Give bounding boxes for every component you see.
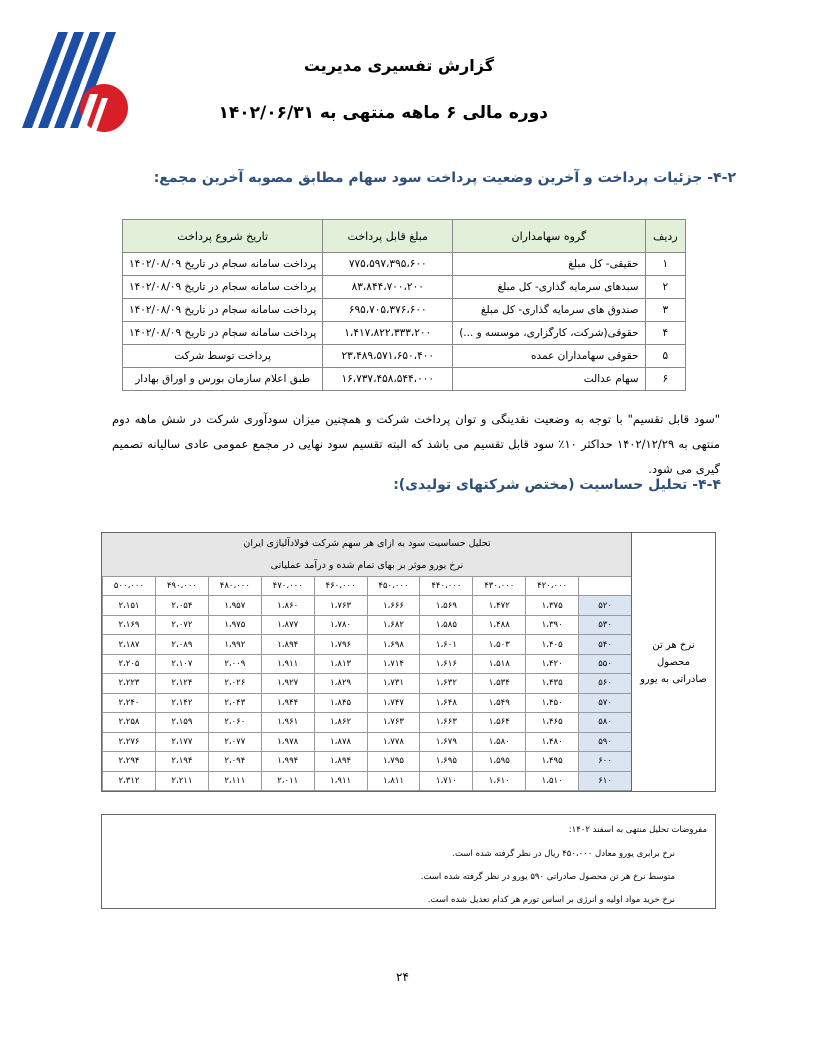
- grid-cell: ۲،۰۲۶: [208, 674, 261, 693]
- grid-cell: ۱،۷۳۱: [367, 674, 420, 693]
- section-heading-sensitivity: ۴-۴- تحلیل حساسیت (مختص شرکتهای تولیدی):: [393, 477, 721, 493]
- grid-cell: ۲،۱۶۹: [103, 615, 156, 634]
- sensitivity-table: [101, 532, 716, 792]
- grid-cell: ۲،۱۰۷: [155, 654, 208, 673]
- grid-cell: ۲،۳۱۲: [103, 771, 156, 790]
- sensitivity-grid: [102, 576, 632, 791]
- cell: ۳: [645, 299, 685, 322]
- grid-cell: ۲،۲۰۵: [103, 654, 156, 673]
- cell: حقوقی سهامداران عمده: [453, 345, 645, 368]
- grid-cell: ۱،۴۹۵: [526, 752, 579, 771]
- grid-row: [103, 752, 632, 771]
- assumptions-box: [101, 814, 716, 909]
- grid-cell: ۱،۴۸۰: [526, 732, 579, 751]
- grid-cell: ۱،۴۰۵: [526, 635, 579, 654]
- grid-cell: ۲،۱۲۴: [155, 674, 208, 693]
- grid-cell: ۱،۶۶۶: [367, 596, 420, 615]
- grid-cell: ۱،۹۷۵: [208, 615, 261, 634]
- grid-cell: ۱،۵۹۵: [473, 752, 526, 771]
- grid-row-header: ۵۹۰: [579, 732, 632, 751]
- grid-row: [103, 713, 632, 732]
- company-logo: [18, 28, 130, 136]
- grid-cell: ۱،۷۴۷: [367, 693, 420, 712]
- table-header-row: [123, 220, 686, 253]
- grid-cell: ۱،۹۷۸: [261, 732, 314, 751]
- grid-col-header: ۵۰۰،۰۰۰: [103, 577, 156, 596]
- grid-row-header: ۵۵۰: [579, 654, 632, 673]
- grid-cell: ۱،۹۹۴: [261, 752, 314, 771]
- row-axis-label: [631, 533, 715, 791]
- grid-cell: ۲،۰۹۴: [208, 752, 261, 771]
- grid-row-header: ۵۲۰: [579, 596, 632, 615]
- grid-cell: ۱،۹۵۷: [208, 596, 261, 615]
- grid-row: [103, 732, 632, 751]
- grid-cell: ۱،۷۶۳: [314, 596, 367, 615]
- grid-row: [103, 635, 632, 654]
- grid-cell: ۲،۱۵۱: [103, 596, 156, 615]
- grid-cell: ۱،۶۱۰: [473, 771, 526, 790]
- grid-col-header: ۴۸۰،۰۰۰: [208, 577, 261, 596]
- grid-row-header: ۶۰۰: [579, 752, 632, 771]
- report-title: گزارش تفسیری مدیریت: [303, 56, 494, 75]
- grid-cell: ۱،۵۳۴: [473, 674, 526, 693]
- grid-col-header: ۴۹۰،۰۰۰: [155, 577, 208, 596]
- grid-cell: ۱،۴۶۵: [526, 713, 579, 732]
- section-heading-dividend: ۴-۲- جزئیات پرداخت و آخرین وضعیت پرداخت سود سهام مطابق مصوبه آخرین مجمع:: [153, 170, 736, 186]
- grid-cell: ۱،۸۶۲: [314, 713, 367, 732]
- cell: صندوق های سرمایه گذاری- کل مبلغ: [453, 299, 645, 322]
- grid-cell: ۱،۹۶۱: [261, 713, 314, 732]
- cell: پرداخت سامانه سجام در تاریخ ۱۴۰۲/۰۸/۰۹: [123, 322, 323, 345]
- grid-cell: ۲،۰۴۳: [208, 693, 261, 712]
- grid-cell: ۲،۲۷۶: [103, 732, 156, 751]
- grid-header-row: [103, 577, 632, 596]
- grid-cell: ۱،۷۸۰: [314, 615, 367, 634]
- page-number: ۲۴: [396, 970, 409, 984]
- grid-row: [103, 693, 632, 712]
- grid-cell: ۱،۶۹۸: [367, 635, 420, 654]
- grid-cell: ۱،۶۳۲: [420, 674, 473, 693]
- grid-cell: ۱،۴۲۰: [526, 654, 579, 673]
- col-axis-label: نرخ یورو موثر بر بهای تمام شده و درآمد عملیاتی: [102, 556, 632, 577]
- grid-row-header: ۵۶۰: [579, 674, 632, 693]
- col-header: ردیف: [645, 220, 685, 253]
- grid-cell: ۲،۰۶۰: [208, 713, 261, 732]
- grid-cell: ۱،۶۸۲: [367, 615, 420, 634]
- assumptions-title: مفروضات تحلیل منتهی به اسفند ۱۴۰۲:: [568, 825, 707, 835]
- grid-cell: ۲،۱۵۹: [155, 713, 208, 732]
- grid-cell: ۱،۵۰۳: [473, 635, 526, 654]
- grid-row-header: ۵۴۰: [579, 635, 632, 654]
- grid-cell: ۲،۰۷۲: [155, 615, 208, 634]
- grid-cell: ۱،۹۴۴: [261, 693, 314, 712]
- grid-row-header: ۵۸۰: [579, 713, 632, 732]
- grid-col-header: ۴۳۰،۰۰۰: [473, 577, 526, 596]
- cell: پرداخت سامانه سجام در تاریخ ۱۴۰۲/۰۸/۰۹: [123, 276, 323, 299]
- grid-cell: ۱،۷۹۶: [314, 635, 367, 654]
- grid-col-header: ۴۶۰،۰۰۰: [314, 577, 367, 596]
- grid-cell: ۱،۸۶۰: [261, 596, 314, 615]
- table-row: [123, 345, 686, 368]
- grid-cell: ۲،۲۲۳: [103, 674, 156, 693]
- table-row: [123, 299, 686, 322]
- grid-cell: ۱،۶۹۵: [420, 752, 473, 771]
- grid-cell: ۲،۱۸۷: [103, 635, 156, 654]
- grid-cell: ۱،۷۶۳: [367, 713, 420, 732]
- table-row: [123, 253, 686, 276]
- grid-col-header: ۴۴۰،۰۰۰: [420, 577, 473, 596]
- cell: سهام عدالت: [453, 368, 645, 391]
- grid-cell: ۱،۸۹۴: [261, 635, 314, 654]
- grid-cell: ۱،۶۷۹: [420, 732, 473, 751]
- cell: ۶: [645, 368, 685, 391]
- grid-cell: ۱،۳۹۰: [526, 615, 579, 634]
- grid-row-header: ۵۷۰: [579, 693, 632, 712]
- cell: ۴: [645, 322, 685, 345]
- grid-cell: ۲،۲۴۰: [103, 693, 156, 712]
- cell: ۶۹۵،۷۰۵،۳۷۶،۶۰۰: [323, 299, 453, 322]
- row-axis-label-text: نرخ هر تن محصول صادراتی به یورو: [640, 639, 707, 685]
- cell: ۱۶،۷۳۷،۴۵۸،۵۴۴،۰۰۰: [323, 368, 453, 391]
- cell: ۱،۴۱۷،۸۲۲،۳۳۳،۲۰۰: [323, 322, 453, 345]
- cell: پرداخت سامانه سجام در تاریخ ۱۴۰۲/۰۸/۰۹: [123, 299, 323, 322]
- grid-cell: ۲،۱۷۷: [155, 732, 208, 751]
- grid-cell: ۱،۶۱۶: [420, 654, 473, 673]
- grid-cell: ۲،۲۱۱: [155, 771, 208, 790]
- grid-cell: ۱،۴۸۸: [473, 615, 526, 634]
- cell: حقوقی(شرکت، کارگزاری، موسسه و ...): [453, 322, 645, 345]
- assumption-item: متوسط نرخ هر تن محصول صادراتی ۵۹۰ یورو در نظر گرفته شده است.: [420, 872, 675, 882]
- grid-cell: ۱،۸۱۳: [314, 654, 367, 673]
- grid-cell: ۲،۱۱۱: [208, 771, 261, 790]
- grid-col-header: ۴۷۰،۰۰۰: [261, 577, 314, 596]
- col-header: مبلغ قابل پرداخت: [323, 220, 453, 253]
- grid-corner: [579, 577, 632, 596]
- grid-cell: ۱،۸۷۷: [261, 615, 314, 634]
- grid-row: [103, 674, 632, 693]
- col-header: گروه سهامداران: [453, 220, 645, 253]
- cell: ۷۷۵،۵۹۷،۳۹۵،۶۰۰: [323, 253, 453, 276]
- cell: ۲: [645, 276, 685, 299]
- grid-cell: ۱،۶۶۳: [420, 713, 473, 732]
- grid-cell: ۱،۵۶۴: [473, 713, 526, 732]
- grid-cell: ۱،۷۱۰: [420, 771, 473, 790]
- assumption-item: نرخ برابری یورو معادل ۴۵۰،۰۰۰ ریال در نظر گرفته شده است.: [452, 849, 675, 859]
- grid-row: [103, 771, 632, 790]
- grid-row: [103, 596, 632, 615]
- grid-cell: ۱،۶۰۱: [420, 635, 473, 654]
- grid-cell: ۱،۶۴۸: [420, 693, 473, 712]
- grid-cell: ۱،۵۱۰: [526, 771, 579, 790]
- grid-cell: ۲،۲۵۸: [103, 713, 156, 732]
- cell: ۸۳،۸۴۴،۷۰۰،۲۰۰: [323, 276, 453, 299]
- cell: پرداخت توسط شرکت: [123, 345, 323, 368]
- grid-col-header: ۴۵۰،۰۰۰: [367, 577, 420, 596]
- dividend-payment-table: [122, 219, 686, 391]
- cell: ۲۳،۴۸۹،۵۷۱،۶۵۰،۴۰۰: [323, 345, 453, 368]
- grid-cell: ۱،۵۸۰: [473, 732, 526, 751]
- grid-row-header: ۵۳۰: [579, 615, 632, 634]
- dividend-note: "سود قابل تقسیم" با توجه به وضعیت نقدینگی و توان پرداخت شرکت و همچنین میزان سودآوری شرکت در شش ماهه دوم منتهی به ۱۴۰۲/۱۲/۲۹ حداکثر ۱۰٪ سود قابل تقسیم می باشد که البته تقسیم سود نهایی در مجمع عمومی عادی سالیانه تصمیم گیری می شود.: [112, 412, 720, 476]
- cell: ۱: [645, 253, 685, 276]
- grid-cell: ۱،۸۲۹: [314, 674, 367, 693]
- grid-cell: ۱،۷۷۸: [367, 732, 420, 751]
- sensitivity-table-title: تحلیل حساسیت سود به ازای هر سهم شرکت فولادآلیاژی ایران: [102, 533, 632, 557]
- table-row: [123, 368, 686, 391]
- col-header: تاریخ شروع پرداخت: [123, 220, 323, 253]
- cell: ۵: [645, 345, 685, 368]
- grid-cell: ۱،۹۲۷: [261, 674, 314, 693]
- grid-cell: ۱،۷۱۴: [367, 654, 420, 673]
- grid-cell: ۲،۰۸۹: [155, 635, 208, 654]
- grid-cell: ۲،۰۵۴: [155, 596, 208, 615]
- grid-cell: ۱،۴۷۲: [473, 596, 526, 615]
- grid-cell: ۲،۲۹۴: [103, 752, 156, 771]
- grid-cell: ۲،۰۰۹: [208, 654, 261, 673]
- grid-cell: ۱،۴۵۰: [526, 693, 579, 712]
- grid-cell: ۲،۱۴۲: [155, 693, 208, 712]
- grid-cell: ۱،۸۴۵: [314, 693, 367, 712]
- grid-cell: ۱،۵۶۹: [420, 596, 473, 615]
- cell: حقیقی- کل مبلغ: [453, 253, 645, 276]
- grid-cell: ۱،۴۳۵: [526, 674, 579, 693]
- grid-cell: ۱،۸۹۴: [314, 752, 367, 771]
- grid-cell: ۱،۵۴۹: [473, 693, 526, 712]
- assumption-item: نرخ خرید مواد اولیه و انرژی بر اساس تورم هر کدام تعدیل شده است.: [427, 895, 675, 905]
- cell: سبدهای سرمایه گذاری- کل مبلغ: [453, 276, 645, 299]
- grid-cell: ۱،۸۱۱: [367, 771, 420, 790]
- grid-col-header: ۴۲۰،۰۰۰: [526, 577, 579, 596]
- grid-cell: ۱،۹۹۲: [208, 635, 261, 654]
- grid-cell: ۲،۱۹۴: [155, 752, 208, 771]
- grid-cell: ۲،۰۱۱: [261, 771, 314, 790]
- table-row: [123, 276, 686, 299]
- grid-cell: ۱،۹۱۱: [314, 771, 367, 790]
- grid-cell: ۱،۵۸۵: [420, 615, 473, 634]
- grid-row: [103, 654, 632, 673]
- cell: طبق اعلام سازمان بورس و اوراق بهادار: [123, 368, 323, 391]
- grid-cell: ۱،۵۱۸: [473, 654, 526, 673]
- grid-row: [103, 615, 632, 634]
- grid-cell: ۱،۷۹۵: [367, 752, 420, 771]
- grid-cell: ۱،۳۷۵: [526, 596, 579, 615]
- table-row: [123, 322, 686, 345]
- grid-row-header: ۶۱۰: [579, 771, 632, 790]
- cell: پرداخت سامانه سجام در تاریخ ۱۴۰۲/۰۸/۰۹: [123, 253, 323, 276]
- grid-cell: ۱،۹۱۱: [261, 654, 314, 673]
- grid-cell: ۱،۸۷۸: [314, 732, 367, 751]
- grid-cell: ۲،۰۷۷: [208, 732, 261, 751]
- report-period: دوره مالی ۶ ماهه منتهی به ۱۴۰۲/۰۶/۳۱: [218, 103, 548, 123]
